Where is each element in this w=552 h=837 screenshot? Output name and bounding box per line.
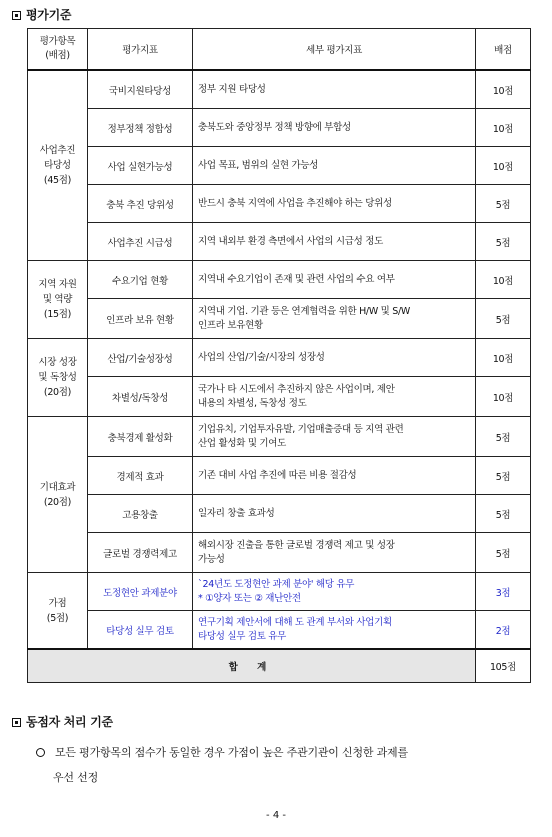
table-row <box>28 339 531 377</box>
score-cell: 10점 <box>476 147 531 185</box>
table-row <box>28 223 531 261</box>
score-cell: 10점 <box>476 261 531 299</box>
detail-cell: 지역내 수요기업이 존재 및 관련 사업의 수요 여부 <box>193 261 476 299</box>
detail-cell: 지역내 기업. 기관 등은 연계협력을 위한 H/W 및 S/W 인프라 보유현황 <box>193 299 476 339</box>
score-cell: 5점 <box>476 457 531 495</box>
detail-cell: 국가나 타 시도에서 추진하지 않은 사업이며, 제안 내용의 차별성, 독창성 정도 <box>193 377 476 417</box>
detail-cell: 해외시장 진출을 통한 글로벌 경쟁력 제고 및 성장 가능성 <box>193 533 476 573</box>
total-label: 합 계 <box>28 649 476 683</box>
page-number: - 4 - <box>266 810 286 821</box>
detail-cell: 정부 지원 타당성 <box>193 70 476 109</box>
detail-cell: 사업 목표, 범위의 실현 가능성 <box>193 147 476 185</box>
detail-cell: 사업의 산업/기술/시장의 성장성 <box>193 339 476 377</box>
table-row <box>28 611 531 650</box>
circle-bullet-icon <box>36 748 45 757</box>
detail-cell: 반드시 충북 지역에 사업을 추진해야 하는 당위성 <box>193 185 476 223</box>
detail-cell: 기업유치, 기업투자유발, 기업매출증대 등 지역 관련 산업 활성화 및 기여도 <box>193 417 476 457</box>
detail-cell: 일자리 창출 효과성 <box>193 495 476 533</box>
indicator-cell: 산업/기술성장성 <box>88 339 193 377</box>
table-row <box>28 185 531 223</box>
table-header-row <box>28 29 531 71</box>
detail-cell: `24년도 도정현안 과제 분야' 해당 유무 * ①양자 또는 ② 재난안전 <box>193 573 476 611</box>
tiebreak-line-2 <box>36 765 526 790</box>
indicator-cell: 경제적 효과 <box>88 457 193 495</box>
table-row <box>28 457 531 495</box>
indicator-cell: 도정현안 과제분야 <box>88 573 193 611</box>
square-bullet-icon <box>12 11 21 20</box>
indicator-cell: 글로벌 경쟁력제고 <box>88 533 193 573</box>
category-cell: 지역 자원 및 역량 (15점) <box>28 261 88 339</box>
section-title-text: 평가기준 <box>26 8 72 22</box>
category-cell: 기대효과 (20점) <box>28 417 88 573</box>
section-title-criteria <box>12 6 71 23</box>
indicator-cell: 사업 실현가능성 <box>88 147 193 185</box>
detail-cell: 기존 대비 사업 추진에 따른 비용 절감성 <box>193 457 476 495</box>
table-row <box>28 261 531 299</box>
header-indicator: 평가지표 <box>88 29 193 71</box>
detail-cell: 지역 내외부 환경 측면에서 사업의 시급성 정도 <box>193 223 476 261</box>
table-row <box>28 573 531 611</box>
tiebreak-line-1 <box>36 740 526 765</box>
indicator-cell: 충북 추진 당위성 <box>88 185 193 223</box>
table-row <box>28 147 531 185</box>
table-row <box>28 417 531 457</box>
score-cell: 5점 <box>476 223 531 261</box>
table-row <box>28 377 531 417</box>
square-bullet-icon <box>12 718 21 727</box>
header-category: 평가항목 (배점) <box>28 29 88 71</box>
category-cell: 사업추진 타당성 (45점) <box>28 70 88 261</box>
total-score: 105점 <box>476 649 531 683</box>
score-cell: 10점 <box>476 377 531 417</box>
table-row <box>28 70 531 109</box>
score-cell: 10점 <box>476 109 531 147</box>
table-row <box>28 109 531 147</box>
tiebreak-rule <box>36 740 526 790</box>
score-cell: 2점 <box>476 611 531 650</box>
score-cell: 10점 <box>476 70 531 109</box>
indicator-cell: 인프라 보유 현황 <box>88 299 193 339</box>
section-title-text: 동점자 처리 기준 <box>26 715 113 729</box>
section-title-tiebreak <box>12 713 113 730</box>
score-cell: 10점 <box>476 339 531 377</box>
category-cell: 가점 (5점) <box>28 573 88 650</box>
indicator-cell: 수요기업 현황 <box>88 261 193 299</box>
total-row <box>28 649 531 683</box>
indicator-cell: 정부정책 정합성 <box>88 109 193 147</box>
table-row <box>28 495 531 533</box>
header-score: 배점 <box>476 29 531 71</box>
indicator-cell: 차별성/독창성 <box>88 377 193 417</box>
score-cell: 5점 <box>476 495 531 533</box>
category-cell: 시장 성장 및 독창성 (20점) <box>28 339 88 417</box>
detail-cell: 연구기획 제안서에 대해 도 관계 부서와 사업기획 타당성 실무 검토 유무 <box>193 611 476 650</box>
indicator-cell: 충북경제 활성화 <box>88 417 193 457</box>
evaluation-criteria-table <box>27 28 531 683</box>
header-detail: 세부 평가지표 <box>193 29 476 71</box>
score-cell: 3점 <box>476 573 531 611</box>
indicator-cell: 고용창출 <box>88 495 193 533</box>
indicator-cell: 사업추진 시급성 <box>88 223 193 261</box>
score-cell: 5점 <box>476 185 531 223</box>
score-cell: 5점 <box>476 299 531 339</box>
tiebreak-text-2: 우선 선정 <box>53 771 99 784</box>
score-cell: 5점 <box>476 417 531 457</box>
tiebreak-text-1: 모든 평가항목의 점수가 동일한 경우 가점이 높은 주관기관이 신청한 과제를 <box>55 746 408 759</box>
table-row <box>28 533 531 573</box>
score-cell: 5점 <box>476 533 531 573</box>
detail-cell: 충북도와 중앙정부 정책 방향에 부합성 <box>193 109 476 147</box>
indicator-cell: 국비지원타당성 <box>88 70 193 109</box>
indicator-cell: 타당성 실무 검토 <box>88 611 193 650</box>
table-row <box>28 299 531 339</box>
